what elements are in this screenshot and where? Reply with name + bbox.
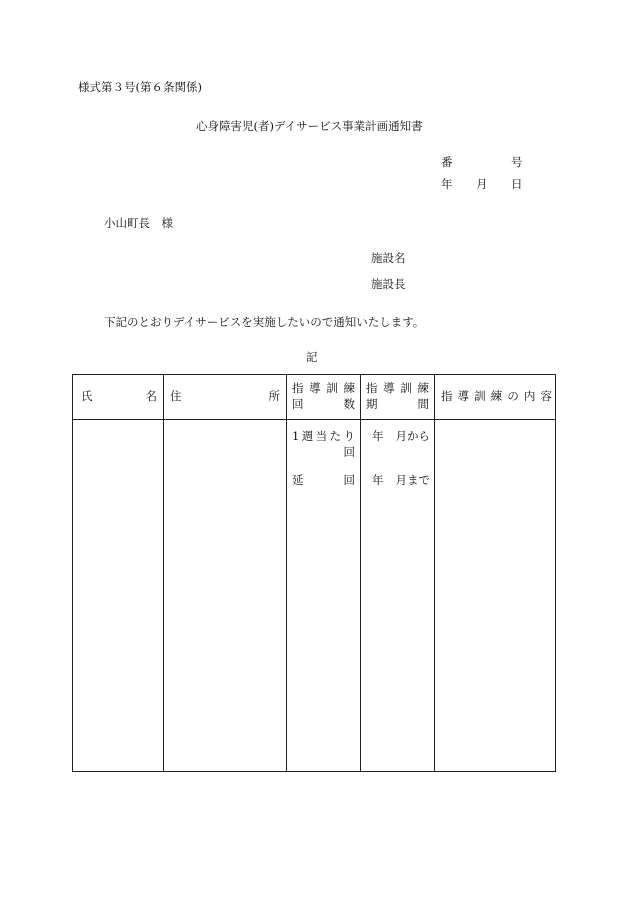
service-plan-table (72, 374, 556, 772)
month-label: 月 (476, 177, 488, 191)
form-number: 様式第３号(第６条関係) (78, 80, 202, 94)
facility-name-label: 施設名 (371, 251, 406, 265)
facility-head-label: 施設長 (371, 277, 406, 291)
total-count: 延 回 (292, 473, 355, 487)
period-to: 年 月まで (372, 473, 430, 487)
per-week-count: 1 週 当 た り 回 (292, 429, 355, 459)
header-address: 住 所 (170, 389, 280, 403)
addressee: 小山町長 様 (104, 216, 173, 230)
year-label: 年 (441, 177, 453, 191)
intro-text: 下記のとおりデイサービスを実施したいので通知いたします。 (104, 315, 425, 329)
header-training-count: 指 導 訓 練 回 数 (292, 381, 355, 411)
number-suffix: 号 (511, 155, 523, 169)
header-training-content: 指 導 訓 練 の 内 容 (441, 389, 552, 403)
number-label: 番 (441, 155, 453, 169)
day-label: 日 (511, 177, 523, 191)
header-training-period: 指 導 訓 練 期 間 (366, 381, 429, 411)
document-title: 心身障害児(者)デイサービス事業計画通知書 (196, 119, 423, 133)
ki-heading: 記 (306, 350, 318, 364)
period-from: 年 月から (372, 429, 430, 443)
header-name: 氏 名 (81, 389, 157, 403)
